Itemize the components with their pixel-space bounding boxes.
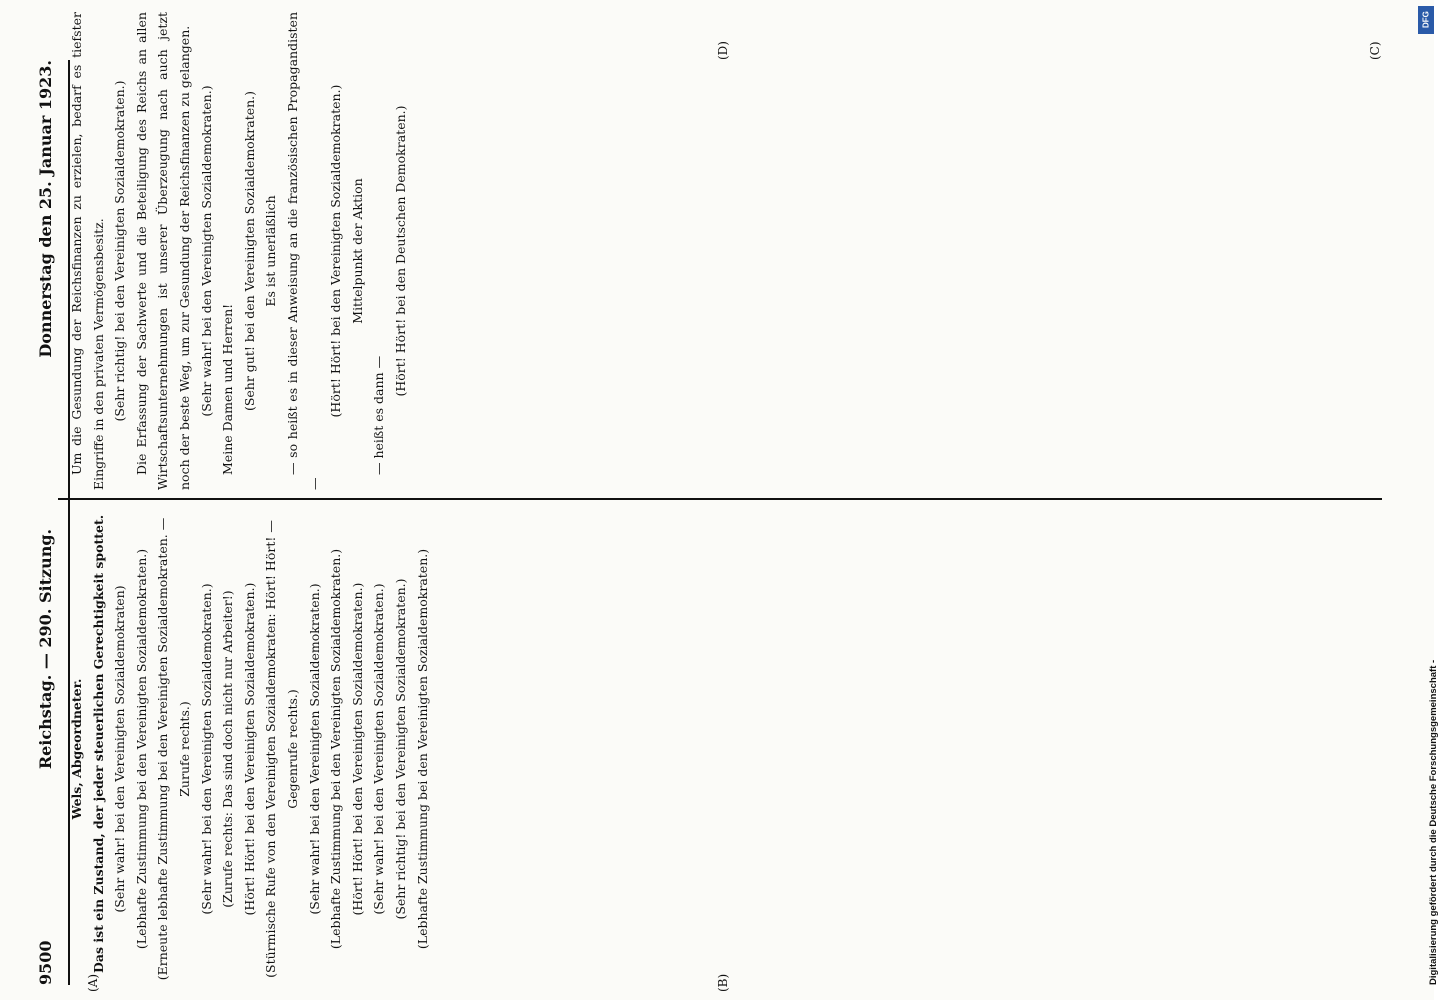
paragraph: Es ist unerläßlich	[263, 195, 279, 307]
interjection: (Hört! Hört! bei den Vereinigten Sozialdemokraten.)	[349, 582, 365, 916]
paragraph: — so heißt es in dieser Anweisung an die französischen Propagandisten —	[284, 12, 322, 490]
header-left-title: Reichstag. — 290. Sitzung.	[35, 528, 55, 770]
left-column	[66, 510, 490, 988]
interjection: (Lebhafte Zustimmung bei den Vereinigten Sozialdemokraten.)	[414, 548, 430, 950]
right-column	[66, 12, 490, 490]
paragraph: Mittelpunkt der Aktion	[349, 178, 365, 324]
interjection: (Hört! Hört! bei den Vereinigten Sozialdemokraten.)	[328, 84, 344, 418]
interjection: (Hört! Hört! bei den Deutschen Demokraten.)	[392, 105, 408, 397]
interjection: (Sehr gut! bei den Vereinigten Sozialdemokraten.)	[241, 90, 257, 412]
paragraph: Das ist ein Zustand, der jeder steuerlichen Gerechtigkeit spottet.	[90, 514, 106, 973]
interjection: (Sehr richtig! bei den Vereinigten Sozialdemokraten.)	[392, 578, 408, 920]
digitization-note: Digitalisierung gefördert durch die Deutsche Forschungsgemeinschaft -	[1428, 659, 1439, 985]
paragraph: Die Erfassung der Sachwerte und die Beteiligung des Reichs an allen Wirtschaftsunternehmungen ist unserer Überzeugung nach auch jetzt noch der beste Weg, um zur Gesundung der Reichsfinanzen zu gelangen.	[133, 12, 192, 490]
page-number: 9500	[35, 940, 55, 985]
margin-marker-a: (A)	[86, 973, 100, 992]
header-right-title: Donnerstag den 25. Januar 1923.	[35, 60, 55, 358]
paragraph: Um die Gesundung der Reichsfinanzen zu erzielen, bedarf es tiefster Eingriffe in den privaten Vermögensbesitz.	[69, 12, 106, 490]
interjection: (Hört! Hört! bei den Vereinigten Sozialdemokraten.)	[241, 582, 257, 916]
interjection: (Zurufe rechts: Das sind doch nicht nur Arbeiter!)	[220, 590, 236, 908]
interjection: (Sehr richtig! bei den Vereinigten Sozialdemokraten.)	[112, 80, 128, 422]
interjection: (Sehr wahr! bei den Vereinigten Sozialdemokraten.)	[198, 85, 214, 417]
interjection: (Sehr wahr! bei den Vereinigten Sozialdemokraten.)	[371, 583, 387, 915]
interjection: (Stürmische Rufe von den Vereinigten Sozialdemokraten: Hört! Hört! — Gegenrufe rechts.)	[263, 520, 300, 978]
interjection: (Erneute lebhafte Zustimmung bei den Vereinigten Sozialdemokraten. — Zurufe rechts.)	[155, 517, 192, 981]
paragraph: — heißt es dann —	[371, 355, 387, 475]
interjection: (Lebhafte Zustimmung bei den Vereinigten Sozialdemokraten.)	[133, 548, 149, 950]
speaker-name: Wels, Abgeordneter.	[69, 678, 84, 820]
column-divider	[58, 498, 1382, 500]
interjection: (Sehr wahr! bei den Vereinigten Sozialdemokraten.)	[198, 583, 214, 915]
interjection: (Sehr wahr! bei den Vereinigten Sozialdemokraten)	[112, 585, 128, 913]
interjection: (Lebhafte Zustimmung bei den Vereinigten Sozialdemokraten.)	[328, 548, 344, 950]
running-header	[32, 60, 58, 985]
dfg-logo: DFG	[1418, 6, 1434, 34]
margin-marker-d: (D)	[716, 41, 730, 60]
interjection: (Sehr wahr! bei den Vereinigten Sozialdemokraten.)	[306, 583, 322, 915]
margin-marker-c: (C)	[1368, 41, 1382, 60]
margin-marker-b: (B)	[716, 973, 730, 992]
paragraph: Meine Damen und Herren!	[220, 303, 236, 475]
